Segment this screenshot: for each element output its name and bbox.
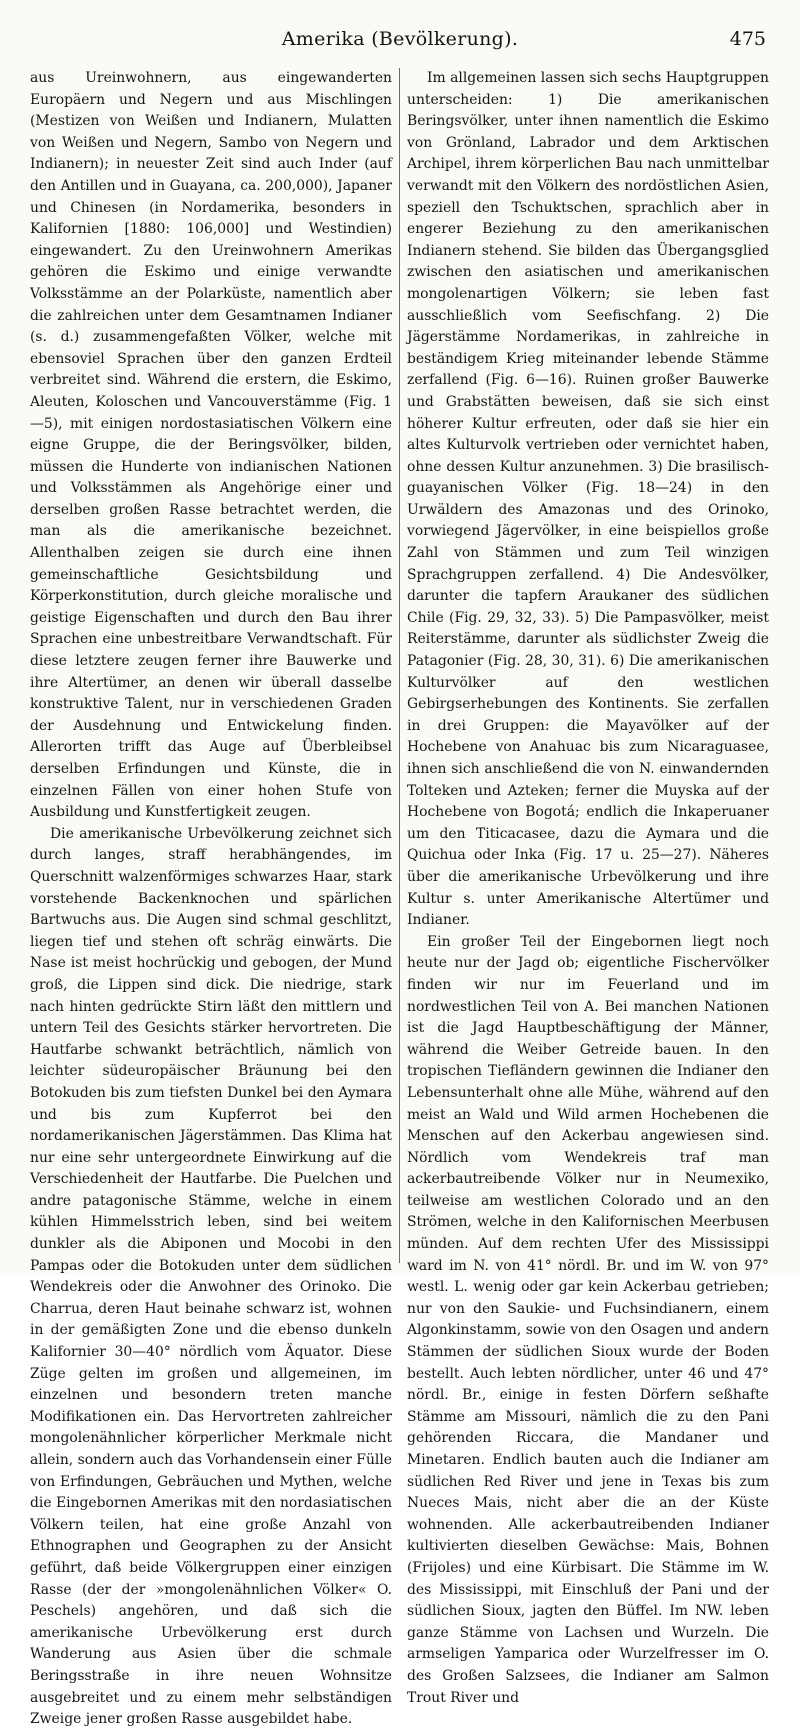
paragraph: Die amerikanische Urbevölkerung zeichnet sich durch langes, straff herabhängendes, im Querschnitt walzenförmiges schwarzes Haar, stark vorstehende Backenknochen und spärlichen Bartwuchs aus. Die Augen sind schmal geschlitzt, liegen tief und stehen oft schräg einwärts. Die Nase ist meist hochrückig und gebogen, der Mund groß, die Lippen sind dick. Die niedrige, stark nach hinten gedrückte Stirn läßt den mittlern und untern Teil des Gesichts stärker hervortreten. Die Hautfarbe schwankt beträchtlich, nämlich von leichter südeuropäischer Bräunung bei den Botokuden bis zum tiefsten Dunkel bei den Aymara und bis zum Kupferrot bei den nordamerikanischen Jägerstämmen. Das Klima hat nur eine sehr untergeordnete Einwirkung auf die Verschiedenheit der Hautfarbe. Die Puelchen und andre patagonische Stämme, welche in einem kühlen Himmelsstrich leben, sind bei weitem dunkler als die Abiponen und Mocobi in den Pampas oder die Botokuden unter dem südlichen Wendekreis oder die Anwohner des Orinoko. Die Charrua, deren Haut beinahe schwarz ist, wohnen in der gemäßigten Zone und die ebenso dunkeln Kalifornier 30—40° nördlich vom Äquator. Diese Züge gelten im großen und allgemeinen, im einzelnen und besondern treten manche Modifikationen ein. Das Hervortreten zahlreicher mongolenähnlicher körperlicher Merkmale nicht allein, sondern auch das Vorhandensein einer Fülle von Erfindungen, Gebräuchen und Mythen, welche die Eingebornen Amerikas mit den nordasiatischen Völkern teilen, hat eine große Anzahl von Ethnographen und Geographen zu der Ansicht geführt, daß beide Völkergruppen einer einzigen Rasse (der der »mongolenähnlichen Völker« O. Peschels) angehören, und daß sich die amerikanische Urbevölkerung erst durch Wanderung aus Asien über die schmale Beringsstraße in ihre neuen Wohnsitze ausgebreitet und zu einem mehr selbständigen Zweige jener großen Rasse ausgebildet habe. [30, 825, 392, 1728]
paragraph: Ein großer Teil der Eingebornen liegt noch heute nur der Jagd ob; eigentliche Fischervölker finden wir nur im Feuerland und im nordwestlichen Teil von A. Bei manchen Nationen ist die Jagd Hauptbeschäftigung der Männer, während die Weiber Getreide bauen. In den tropischen Tiefländern gewinnen die Indianer den Lebensunterhalt ohne alle Mühe, während auf den meist an Wald und Wild armen Hochebenen die Menschen auf den Ackerbau angewiesen sind. Nördlich vom Wendekreis traf man ackerbautreibende Völker nur in Neumexiko, teilweise am westlichen Colorado und an den Strömen, welche in den Kalifornischen Meerbusen münden. Auf dem rechten Ufer des Mississippi ward im N. von 41° nördl. Br. und im W. von 97° westl. L. wenig oder gar kein Ackerbau getrieben; nur von den Saukie- und Fuchsindianern, einem Algonkinstamm, sowie von den Osagen und andern Stämmen der südlichen Sioux wurde der Boden bestellt. Auch lebten nördlicher, unter 46 und 47° nördl. Br., einige in festen Dörfern seßhafte Stämme am Missouri, nämlich die zu den Pani gehörenden Riccara, die Mandaner und Minetaren. Endlich bauten auch die Indianer am südlichen Red River und jene in Texas bis zum Nueces Mais, nicht aber die an der Küste wohnenden. Alle ackerbautreibenden Indianer kultivierten dieselben Gewächse: Mais, Bohnen (Frijoles) und eine Kürbisart. Die Stämme im W. des Mississippi, mit Einschluß der Pani und der südlichen Sioux, jagten den Büffel. Im NW. leben ganze Stämme von Lachsen und Wurzeln. Die armseligen Yamparica oder Wurzelfresser im O. des Großen Salzsees, die Indianer am Salmon Trout River und [407, 933, 769, 1706]
paragraph: Im allgemeinen lassen sich sechs Hauptgruppen unterscheiden: 1) Die amerikanischen Beringsvölker, unter ihnen namentlich die Eskimo von Grönland, Labrador und dem Arktischen Archipel, ihrem körperlichen Bau nach unmittelbar verwandt mit den Völkern des nordöstlichen Asien, speziell den Tschuktschen, sprachlich aber in engerer Beziehung zu den amerikanischen Indianern stehend. Sie bilden das Übergangsglied zwischen den asiatischen und amerikanischen mongolenartigen Völkern; sie leben fast ausschließlich vom Seefischfang. 2) Die Jägerstämme Nordamerikas, in zahlreiche in beständigem Krieg miteinander lebende Stämme zerfallend (Fig. 6—16). Ruinen großer Bauwerke und Grabstätten beweisen, daß sie sich einst höherer Kultur erfreuten, oder daß sie hier ein altes Kulturvolk vertrieben oder vernichtet haben, ohne dessen Kultur anzunehmen. 3) Die brasilisch-guayanischen Völker (Fig. 18—24) in den Urwäldern des Amazonas und des Orinoko, vorwiegend Jägervölker, in eine beispiellos große Zahl von Stämmen und zum Teil winzigen Sprachgruppen zerfallend. 4) Die Andesvölker, darunter die tapfern Araukaner des südlichen Chile (Fig. 29, 32, 33). 5) Die Pampasvölker, meist Reiterstämme, darunter als südlichster Zweig die Patagonier (Fig. 28, 30, 31). 6) Die amerikanischen Kulturvölker auf den westlichen Gebirgserhebungen des Kontinents. Sie zerfallen in drei Gruppen: die Mayavölker auf der Hochebene von Anahuac bis zum Nicaraguasee, ihnen sich anschließend die von N. einwandernden Tolteken und Azteken; ferner die Muyska auf der Hochebene von Bogotá; endlich die Inkaperuaner um den Titicacasee, dazu die Aymara und die Quichua oder Inka (Fig. 17 u. 25—27). Näheres über die amerikanische Urbevölkerung und ihre Kultur s. unter Amerikanische Altertümer und Indianer. [407, 70, 769, 929]
paragraph: aus Ureinwohnern, aus eingewanderten Europäern und Negern und aus Mischlingen (Mestizen von Weißen und Indianern, Mulatten von Weißen und Negern, Sambo von Negern und Indianern); in neuester Zeit sind auch Inder (auf den Antillen und in Guayana, ca. 200,000), Japaner und Chinesen (in Nordamerika, besonders in Kalifornien [1880: 106,000] und Westindien) eingewandert. Zu den Ureinwohnern Amerikas gehören die Eskimo und einige verwandte Volksstämme an der Polarküste, namentlich aber die zahlreichen unter dem Gesamtnamen Indianer (s. d.) zusammengefaßten Völker, welche mit ebensoviel Sprachen über den ganzen Erdteil verbreitet sind. Während die erstern, die Eskimo, Aleuten, Koloschen und Vancouverstämme (Fig. 1—5), mit einigen nordostasiatischen Völkern eine eigne Gruppe, die der Beringsvölker, bilden, müssen die Hunderte von indianischen Nationen und Volksstämmen als Angehörige einer und derselben großen Rasse betrachtet werden, die man als die amerikanische bezeichnet. Allenthalben zeigen sie durch eine ihnen gemeinschaftliche Gesichtsbildung und Körperkonstitution, durch gleiche moralische und geistige Eigenschaften und durch den Bau ihrer Sprachen eine unbestreitbare Verwandtschaft. Für diese letztere zeugen ferner ihre Bauwerke und ihre Altertümer, an denen wir überall dasselbe konstruktive Talent, nur in verschiedenen Graden der Ausdehnung und Entwickelung finden. Allerorten trifft das Auge auf Überbleibsel derselben Erfindungen und Künste, die in einzelnen Fällen von einer hohen Stufe von Ausbildung und Kunstfertigkeit zeugen. [30, 70, 392, 821]
right-column [407, 68, 769, 1706]
page-number: 475 [729, 28, 766, 50]
left-column [30, 68, 392, 1728]
column-divider [399, 68, 400, 1263]
page-header [0, 0, 800, 60]
running-title: Amerika (Bevölkerung). [281, 28, 519, 50]
